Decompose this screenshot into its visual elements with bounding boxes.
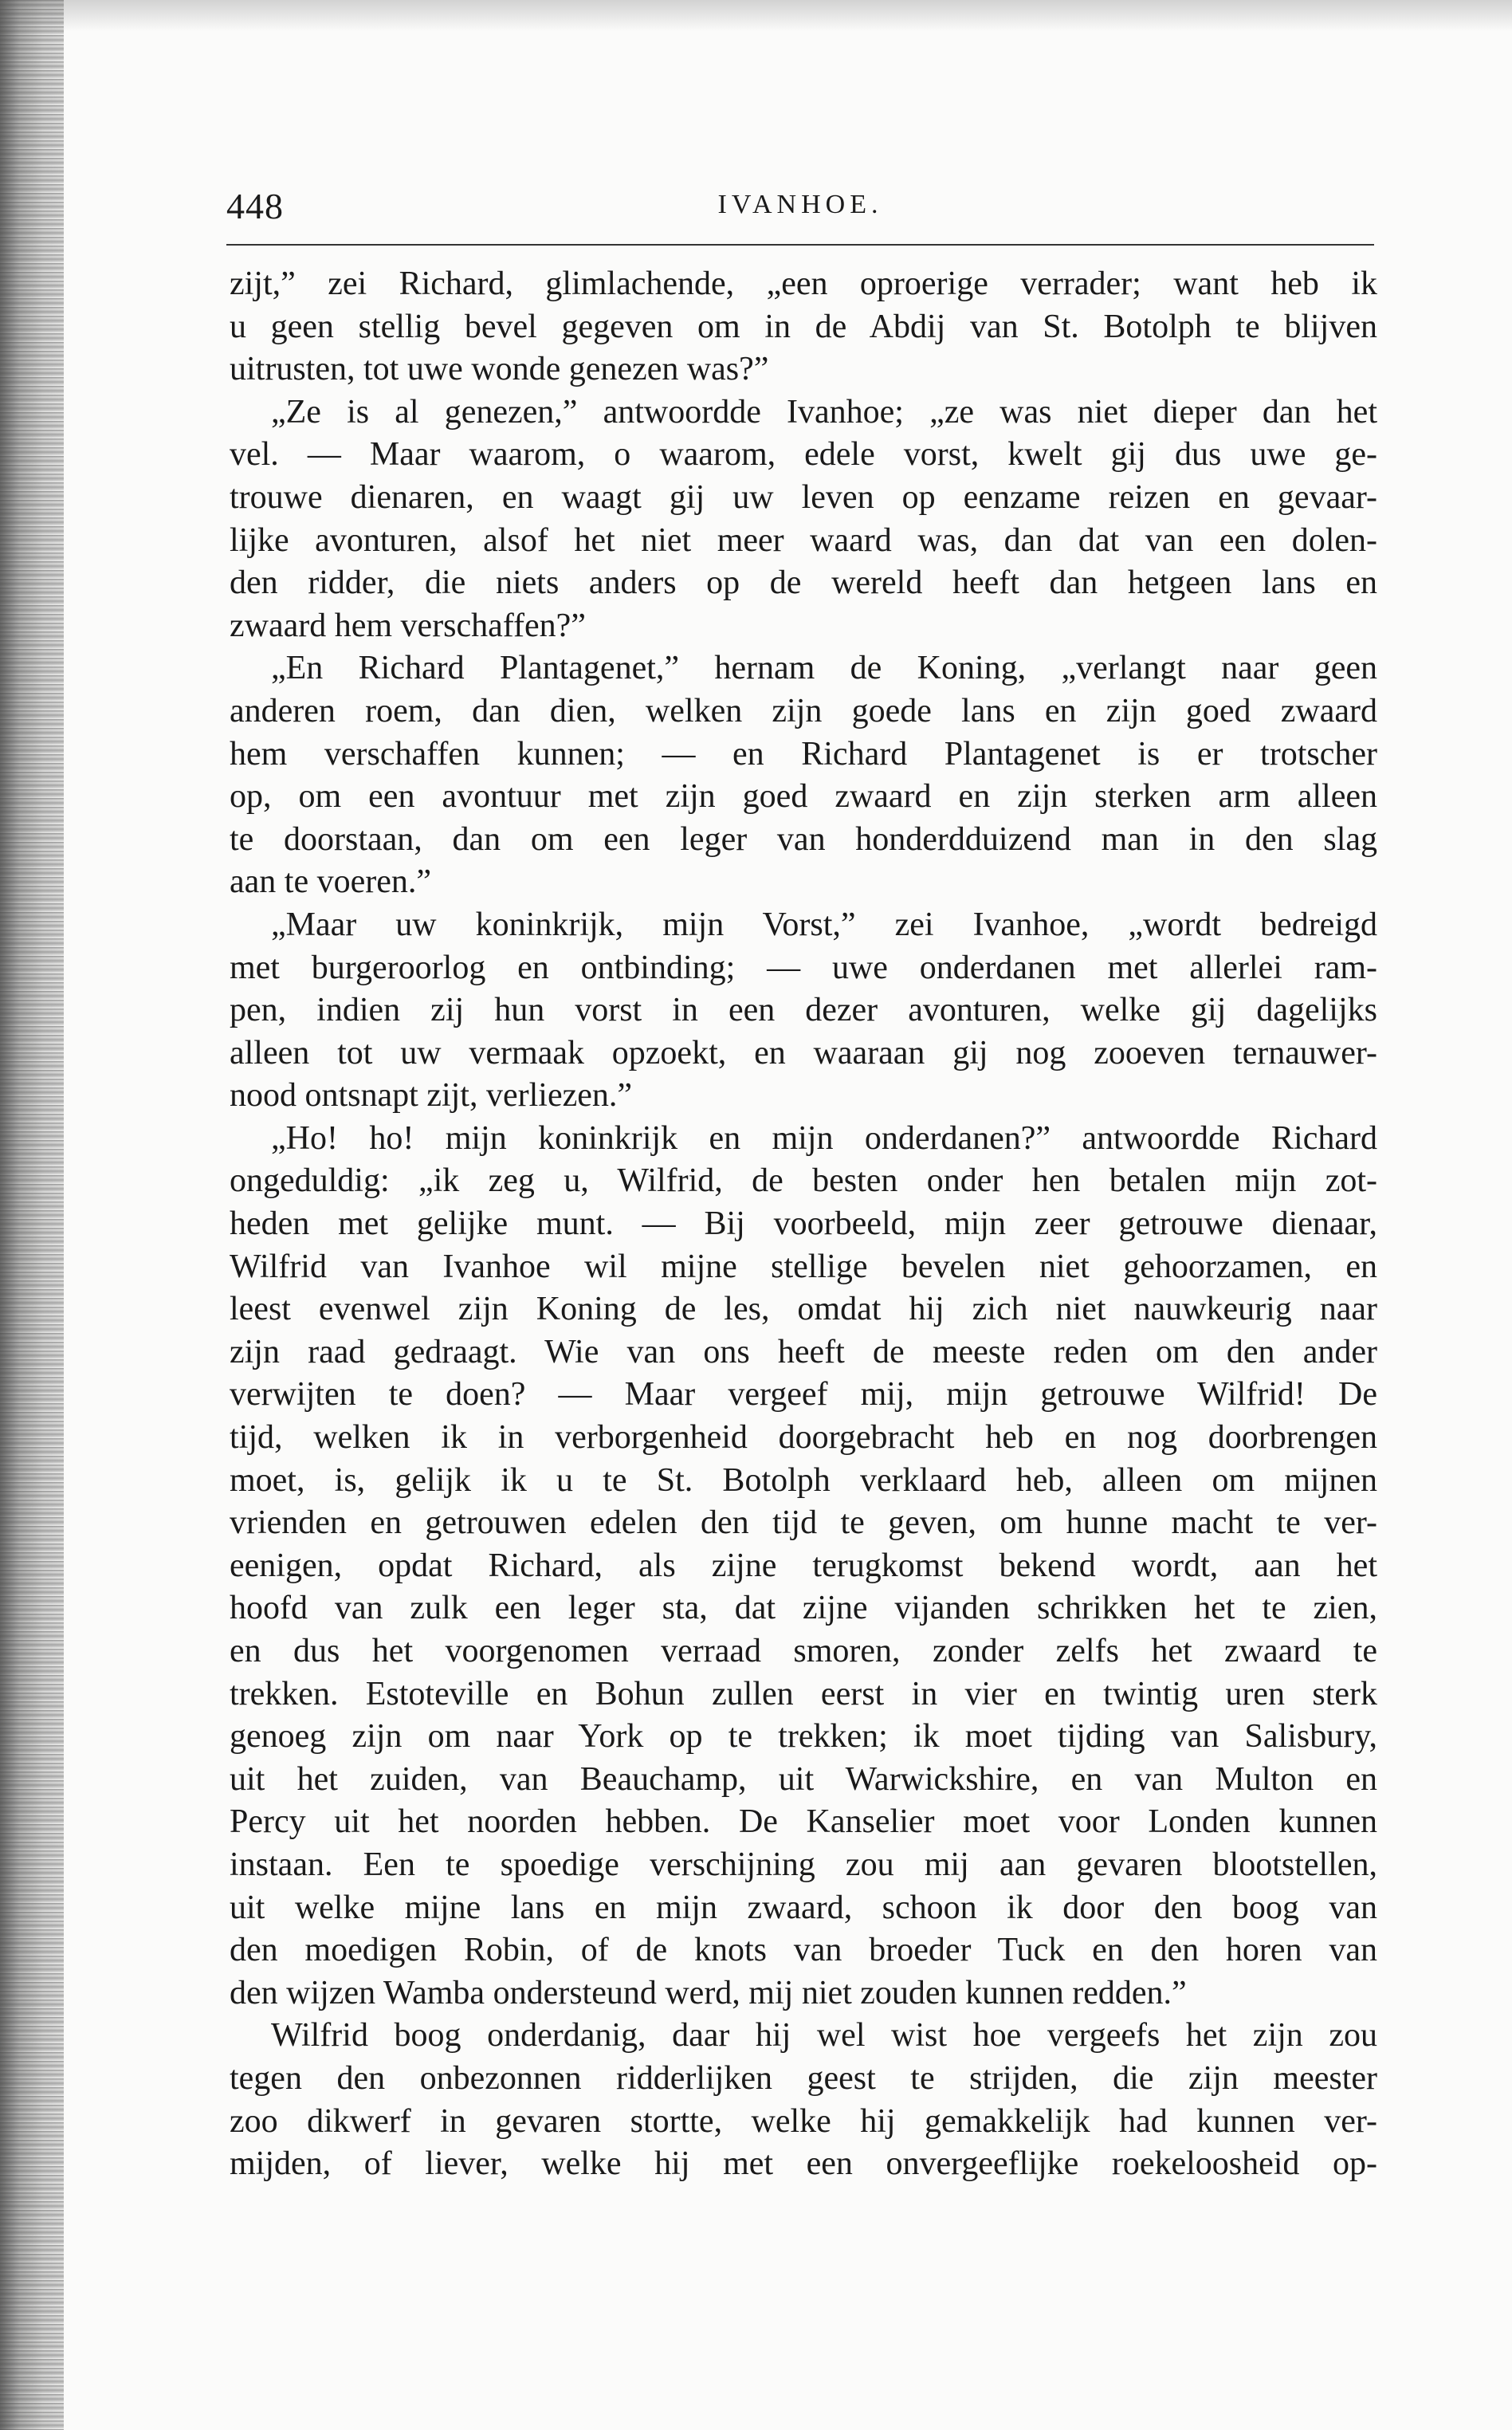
text-line: „Maar uw koninkrijk, mijn Vorst,” zei Ivanhoe, „wordt bedreigd <box>271 906 1377 943</box>
text-line: leest evenwel zijn Koning de les, omdat hij zich niet nauwkeurig naar <box>230 1291 1377 1328</box>
text-line: ongeduldig: „ik zeg u, Wilfrid, de besten onder hen betalen mijn zot- <box>230 1162 1377 1200</box>
text-line: mijden, of liever, welke hij met een onvergeeflijke roekeloosheid op- <box>230 2145 1377 2183</box>
text-line: zijt,” zei Richard, glimlachende, „een oproerige verrader; want heb ik <box>230 265 1377 302</box>
text-line: en dus het voorgenomen verraad smoren, zonder zelfs het zwaard te <box>230 1633 1377 1669</box>
text-line: met burgeroorlog en ontbinding; — uwe onderdanen met allerlei ram- <box>230 949 1377 986</box>
text-line: Wilfrid boog onderdanig, daar hij wel wist hoe vergeefs het zijn zou <box>271 2017 1377 2054</box>
text-line: te doorstaan, dan om een leger van honderdduizend man in den slag <box>230 820 1377 858</box>
text-line: instaan. Een te spoedige verschijning zou mij aan gevaren blootstellen, <box>230 1846 1377 1883</box>
text-line: pen, indien zij hun vorst in een dezer avonturen, welke gij dagelijks <box>230 992 1377 1029</box>
text-line: verwijten te doen? — Maar vergeef mij, mijn getrouwe Wilfrid! De <box>230 1376 1377 1414</box>
text-line: genoeg zijn om naar York op te trekken; ik moet tijding van Salisbury, <box>230 1718 1377 1756</box>
text-line: uit het zuiden, van Beauchamp, uit Warwickshire, en van Multon en <box>230 1760 1377 1798</box>
text-line: „En Richard Plantagenet,” hernam de Koning, „verlangt naar geen <box>271 650 1377 687</box>
text-line: den wijzen Wamba ondersteund werd, mij niet zouden kunnen redden.” <box>230 1974 1187 2011</box>
text-line: tegen den onbezonnen ridderlijken geest te strijden, die zijn meester <box>230 2059 1377 2097</box>
text-line: trekken. Estoteville en Bohun zullen eerst in vier en twintig uren sterk <box>230 1675 1377 1712</box>
text-line: vel. — Maar waarom, o waarom, edele vorst, kwelt gij dus uwe ge- <box>230 436 1377 474</box>
page-number: 448 <box>226 186 284 226</box>
text-line: zwaard hem verschaffen?” <box>230 607 586 644</box>
text-line: lijke avonturen, alsof het niet meer waard was, dan dat van een dolen- <box>230 521 1377 559</box>
text-line: u geen stellig bevel gegeven om in de Abdij van St. Botolph te blijven <box>230 308 1377 345</box>
text-line: op, om een avontuur met zijn goed zwaard en zijn sterken arm alleen <box>230 778 1377 816</box>
text-line: Wilfrid van Ivanhoe wil mijne stellige bevelen niet gehoorzamen, en <box>230 1248 1377 1285</box>
running-title: IVANHOE. <box>717 190 883 219</box>
text-line: trouwe dienaren, en waagt gij uw leven op eenzame reizen en gevaar- <box>230 478 1377 516</box>
text-line: anderen roem, dan dien, welken zijn goede lans en zijn goed zwaard <box>230 692 1377 729</box>
text-line: aan te voeren.” <box>230 863 432 901</box>
scan-shadow-top <box>0 0 1512 32</box>
text-line: zijn raad gedraagt. Wie van ons heeft de meeste reden om den ander <box>230 1333 1377 1370</box>
text-line: tijd, welken ik in verborgenheid doorgebracht heb en nog doorbrengen <box>230 1419 1377 1457</box>
text-line: vrienden en getrouwen edelen den tijd te geven, om hunne macht te ver- <box>230 1504 1377 1542</box>
scan-shadow-edge <box>0 0 64 2430</box>
text-line: den moedigen Robin, of de knots van broeder Tuck en den horen van <box>230 1932 1377 1969</box>
text-line: Percy uit het noorden hebben. De Kanselier moet voor Londen kunnen <box>230 1803 1377 1841</box>
text-line: „Ho! ho! mijn koninkrijk en mijn onderdanen?” antwoordde Richard <box>271 1119 1377 1157</box>
text-line: heden met gelijke munt. — Bij voorbeeld, mijn zeer getrouwe dienaar, <box>230 1205 1377 1243</box>
text-line: hem verschaffen kunnen; — en Richard Plantagenet is er trotscher <box>230 735 1377 773</box>
text-line: eenigen, opdat Richard, als zijne terugkomst bekend wordt, aan het <box>230 1547 1377 1584</box>
text-line: den ridder, die niets anders op de wereld heeft dan hetgeen lans en <box>230 564 1377 602</box>
header-rule <box>226 244 1374 246</box>
text-line: zoo dikwerf in gevaren stortte, welke hij gemakkelijk had kunnen ver- <box>230 2102 1377 2140</box>
body-text <box>230 263 1377 2186</box>
text-line: nood ontsnapt zijt, verliezen.” <box>230 1077 633 1115</box>
text-line: moet, is, gelijk ik u te St. Botolph verklaard heb, alleen om mijnen <box>230 1461 1377 1499</box>
text-line: uit welke mijne lans en mijn zwaard, schoon ik door den boog van <box>230 1889 1377 1926</box>
text-line: „Ze is al genezen,” antwoordde Ivanhoe; „ze was niet dieper dan het <box>271 393 1377 431</box>
text-line: hoofd van zulk een leger sta, dat zijne vijanden schrikken het te zien, <box>230 1590 1377 1627</box>
text-line: alleen tot uw vermaak opzoekt, en waaraan gij nog zooeven ternauwer- <box>230 1034 1377 1071</box>
text-line: uitrusten, tot uwe wonde genezen was?” <box>230 351 769 388</box>
page-header <box>226 185 1374 241</box>
